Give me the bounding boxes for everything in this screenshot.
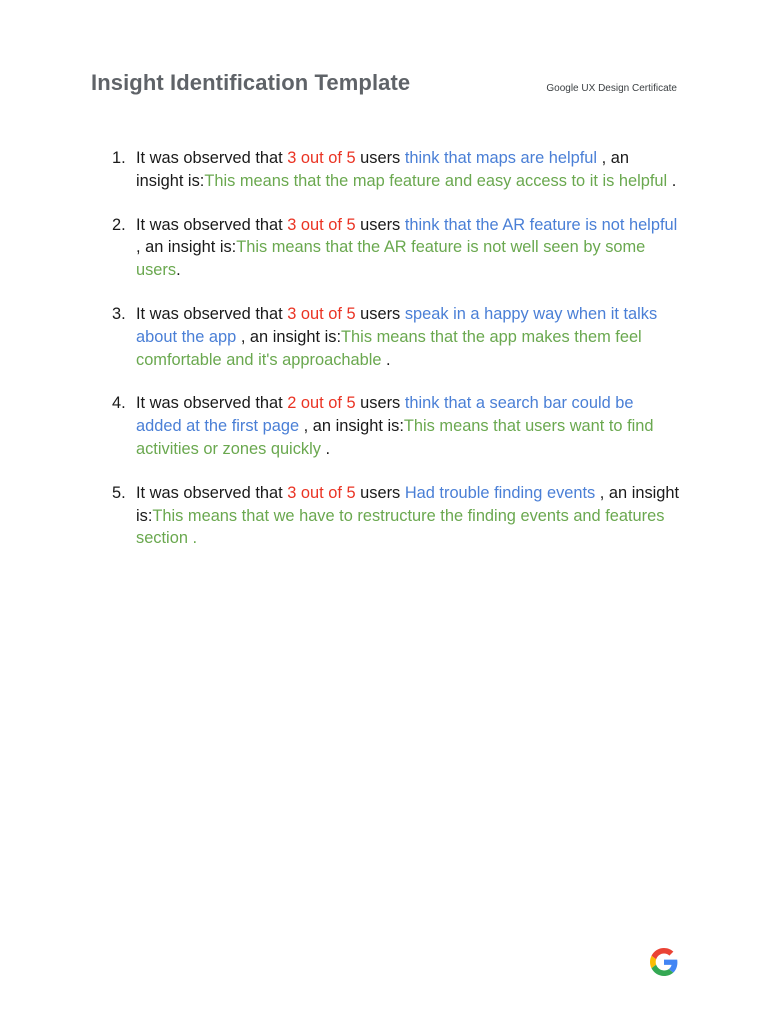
users-label: users: [355, 483, 405, 502]
insight-item-5: [108, 482, 680, 550]
insight-text: This means that the AR feature is not well seen by some users: [136, 238, 646, 280]
observation-text: think that maps are helpful: [404, 149, 598, 167]
insight-text: This means that the app makes them feel comfortable and it's approachable: [136, 327, 642, 369]
insight-item-2: [108, 214, 680, 282]
observation-text: speak in a happy way when it talks about the app: [136, 304, 658, 346]
observation-text: think that a search bar could be added at the first page: [136, 394, 634, 436]
user-count: 3 out of 5: [287, 304, 356, 323]
user-count: 3 out of 5: [287, 483, 356, 502]
user-count: 3 out of 5: [287, 215, 356, 234]
users-label: users: [355, 215, 405, 234]
sentence-end: .: [176, 261, 181, 280]
observation-lead: It was observed that: [136, 149, 288, 167]
insight-item-1: [108, 147, 680, 193]
list-number: 3.: [112, 304, 126, 323]
user-count: 2 out of 5: [287, 394, 356, 413]
insight-text: This means that users want to find activities or zones quickly: [136, 417, 654, 458]
insight-text: This means that we have to restructure the finding events and features section .: [136, 506, 665, 548]
list-number: 5.: [112, 483, 126, 502]
observation-lead: It was observed that: [136, 483, 288, 502]
insight-connector: , an insight is:: [299, 417, 404, 436]
list-number: 1.: [112, 149, 126, 167]
sentence-end: .: [381, 350, 391, 369]
insight-item-4: [108, 392, 680, 460]
google-logo-icon: [650, 948, 678, 976]
user-count: 3 out of 5: [287, 149, 356, 167]
insight-connector: , an insight is:: [136, 238, 237, 257]
insight-connector: , an insight is:: [136, 149, 629, 190]
observation-text: think that the AR feature is not helpful: [404, 215, 678, 234]
page-subtitle: Google UX Design Certificate: [546, 83, 677, 94]
sentence-end: .: [667, 171, 677, 190]
observation-lead: It was observed that: [136, 215, 288, 234]
observation-lead: It was observed that: [136, 304, 288, 323]
insight-list: [108, 147, 680, 571]
sentence-end: .: [320, 439, 331, 458]
document-header: [91, 70, 677, 106]
observation-lead: It was observed that: [136, 394, 288, 413]
insight-connector: , an insight is:: [136, 483, 680, 525]
insight-text: This means that the map feature and easy access to it is helpful: [204, 171, 668, 190]
page-title: Insight Identification Template: [91, 70, 411, 95]
observation-text: Had trouble finding events: [404, 483, 596, 502]
insight-item-3: [108, 303, 680, 371]
users-label: users: [355, 149, 405, 167]
list-number: 4.: [112, 394, 126, 413]
users-label: users: [355, 304, 405, 323]
users-label: users: [355, 394, 405, 413]
insight-connector: , an insight is:: [236, 327, 342, 346]
list-number: 2.: [112, 215, 126, 234]
